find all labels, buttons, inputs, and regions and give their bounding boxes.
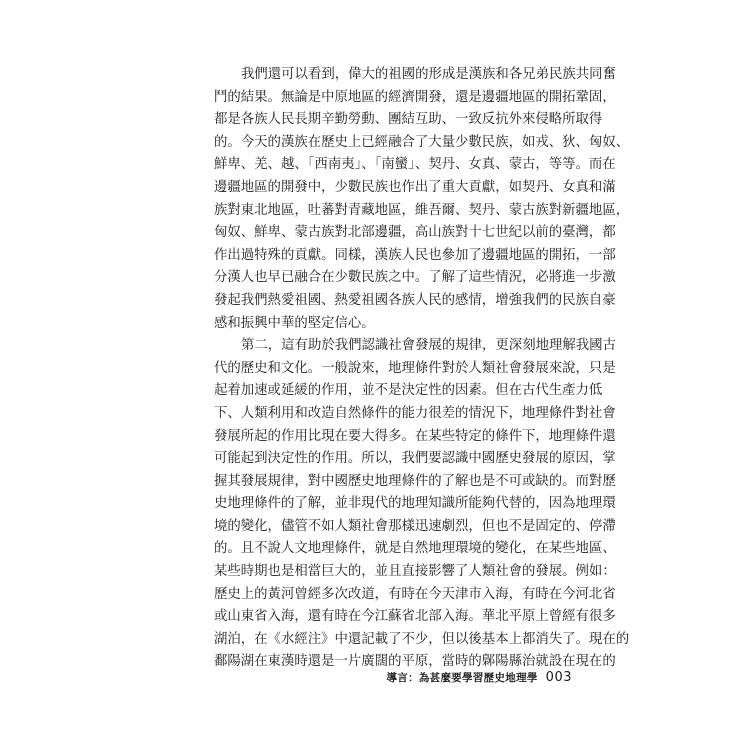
- text-line: 鬥的結果。無論是中原地區的經濟開發，還是邊疆地區的開拓鞏固，: [214, 89, 616, 105]
- text-line: 作出過特殊的貢獻。同樣，漢族人民也參加了邊疆地區的開拓，一部: [214, 247, 616, 263]
- text-line: 的。今天的漢族在歷史上已經融合了大量少數民族，如戎、狄、匈奴、: [214, 134, 630, 150]
- text-line: 感和振興中華的堅定信心。: [214, 315, 375, 331]
- text-line: 某些時期也是相當巨大的，並且直接影響了人類社會的發展。例如：: [214, 564, 616, 580]
- text-line: 握其發展規律，對中國歷史地理條件的了解也是不可或缺的。而對歷: [214, 473, 616, 489]
- text-line: 都是各族人民長期辛勤勞動、團結互助、一致反抗外來侵略所取得: [214, 112, 603, 128]
- text-line: 歷史上的黃河曾經多次改道，有時在今天津市入海，有時在今河北省: [214, 586, 616, 602]
- text-line: 可能起到決定性的作用。所以，我們要認識中國歷史發展的原因，掌: [214, 451, 616, 467]
- running-footer-title: 導言：為甚麼要學習歷史地理學: [386, 672, 538, 684]
- text-line: 發起我們熱愛祖國、熱愛祖國各族人民的感情，增強我們的民族自豪: [214, 292, 616, 308]
- text-line: 分漢人也早已融合在少數民族之中。了解了這些情況，必將進一步激: [214, 270, 616, 286]
- text-line: 鮮卑、羌、越、「西南夷」、「南蠻」、契丹、女真、蒙古，等等。而在: [214, 157, 616, 173]
- page-footer: [378, 670, 572, 685]
- text-line: 湖泊，在《水經注》中還記載了不少，但以後基本上都消失了。現在的: [214, 631, 630, 647]
- page-number: 003: [545, 670, 572, 685]
- text-line: 匈奴、鮮卑、蒙古族對北部邊疆，高山族對十七世紀以前的臺灣，都: [214, 225, 616, 241]
- text-line: 我們還可以看到，偉大的祖國的形成是漢族和各兄弟民族共同奮: [241, 67, 616, 82]
- body-text: [214, 64, 630, 674]
- text-line: 鄱陽湖在東漢時還是一片廣闊的平原，當時的鄡陽縣治就設在現在的: [214, 654, 616, 670]
- text-line: 或山東省入海，還有時在今江蘇省北部入海。華北平原上曾經有很多: [214, 609, 616, 625]
- paragraph-2: [214, 335, 630, 674]
- paragraph-1: [214, 64, 630, 335]
- text-line: 起着加速或延緩的作用，並不是決定性的因素。但在古代生產力低: [214, 383, 603, 399]
- text-line: 的。且不說人文地理條件，就是自然地理環境的變化，在某些地區、: [214, 541, 616, 557]
- text-line: 邊疆地區的開發中，少數民族也作出了重大貢獻，如契丹、女真和滿: [214, 179, 616, 195]
- text-line: 族對東北地區，吐蕃對青藏地區，維吾爾、契丹、蒙古族對新疆地區，: [214, 202, 630, 218]
- text-line: 代的歷史和文化。一般說來，地理條件對於人類社會發展來說，只是: [214, 360, 616, 376]
- text-line: 下、人類利用和改造自然條件的能力很差的情況下，地理條件對社會: [214, 405, 616, 421]
- text-line: 第二，這有助於我們認識社會發展的規律，更深刻地理解我國古: [241, 338, 616, 354]
- text-line: 境的變化，儘管不如人類社會那樣迅速劇烈，但也不是固定的、停滯: [214, 518, 616, 534]
- text-line: 發展所起的作用比現在要大得多。在某些特定的條件下，地理條件還: [214, 428, 616, 444]
- text-line: 史地理條件的了解，並非現代的地理知識所能夠代替的，因為地理環: [214, 496, 616, 512]
